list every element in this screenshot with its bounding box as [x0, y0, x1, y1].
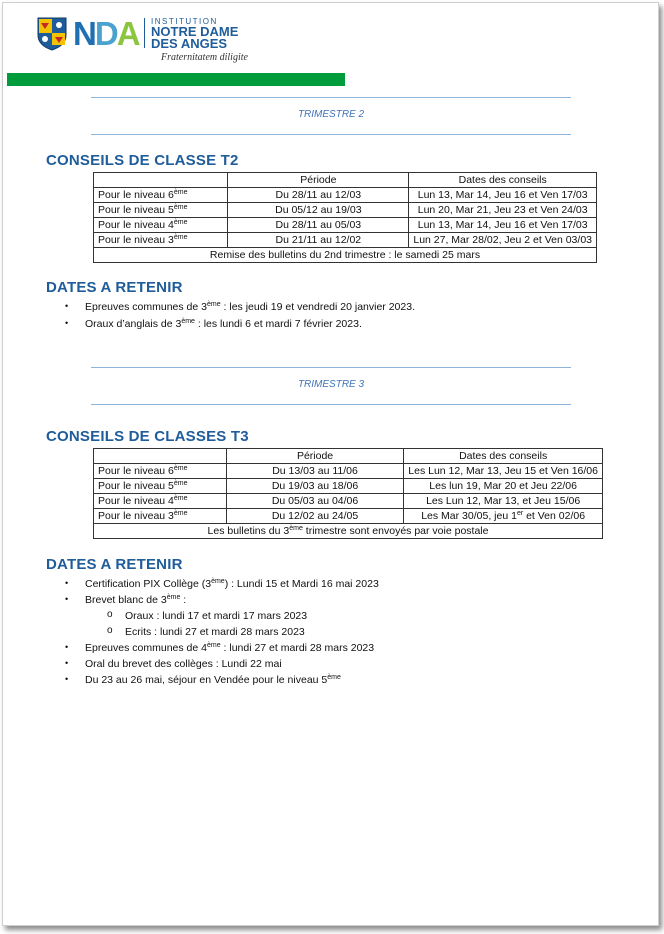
item-text: Oraux d’anglais de 3: [85, 318, 182, 330]
level-sup: ème: [173, 495, 188, 502]
level-sup: ème: [173, 480, 188, 487]
level-cell: [94, 218, 228, 233]
item-sup: ème: [327, 674, 341, 681]
trimester-2-label: TRIMESTRE 2: [297, 109, 365, 120]
bullet-icon: •: [65, 318, 69, 328]
table-header-cell: [94, 449, 227, 464]
period-cell: Du 28/11 au 12/03: [228, 188, 409, 203]
list-item: [65, 578, 379, 590]
period-cell: Du 21/11 au 12/02: [228, 233, 409, 248]
dates-cell: Lun 20, Mar 21, Jeu 23 et Ven 24/03: [409, 203, 597, 218]
level-text: Pour le niveau 6: [98, 189, 174, 201]
level-sup: ème: [173, 465, 188, 472]
footer-text: trimestre sont envoyés par voie postale: [302, 525, 489, 537]
level-text: Pour le niveau 5: [98, 204, 174, 216]
item-text: :: [180, 594, 187, 606]
list-item: [65, 674, 341, 686]
divider-line: [91, 97, 571, 98]
dates-cell: Lun 13, Mar 14, Jeu 16 et Ven 17/03: [409, 188, 597, 203]
item-text: Epreuves communes de 4: [85, 642, 207, 654]
divider-line: [91, 134, 571, 135]
level-cell: [94, 188, 228, 203]
institution-name-line1: NOTRE DAME: [151, 24, 239, 39]
dates-sup: er: [516, 510, 524, 517]
coat-of-arms-icon: [37, 17, 67, 51]
period-cell: Du 05/12 au 19/03: [228, 203, 409, 218]
level-cell: [94, 494, 227, 509]
table-header-row: [94, 173, 597, 188]
level-sup: ème: [173, 510, 188, 517]
institution-name: [151, 26, 238, 50]
table-footer-row: [94, 248, 597, 263]
level-cell: [94, 479, 227, 494]
bullet-icon: •: [65, 658, 69, 668]
table-footer-row: [94, 524, 603, 539]
sub-list-item: [107, 625, 305, 638]
table-header-cell: [94, 173, 228, 188]
dates-cell: [404, 509, 603, 524]
nda-logo-text: [73, 16, 139, 52]
period-cell: Du 05/03 au 04/06: [226, 494, 403, 509]
table-row: [94, 188, 597, 203]
table-row: [94, 479, 603, 494]
item-text: Oral du brevet des collèges : Lundi 22 mai: [85, 658, 282, 670]
circle-bullet-icon: o: [107, 609, 113, 620]
level-sup: ème: [173, 219, 188, 226]
divider-line: [91, 367, 571, 368]
item-text: Du 23 au 26 mai, séjour en Vendée pour le niveau 5: [85, 674, 328, 686]
document-page: [2, 2, 659, 926]
bullet-icon: •: [65, 674, 69, 684]
dates-cell: [404, 494, 603, 509]
level-sup: ème: [173, 189, 188, 196]
level-cell: [94, 203, 228, 218]
dates-cell: [404, 479, 603, 494]
trimester-3-label: TRIMESTRE 3: [297, 379, 365, 390]
table-row: [94, 494, 603, 509]
bullet-icon: •: [65, 594, 69, 604]
level-text: Pour le niveau 5: [98, 480, 174, 492]
bullet-icon: •: [65, 301, 69, 311]
period-cell: Du 13/03 au 11/06: [226, 464, 403, 479]
item-sup: ème: [181, 318, 195, 325]
level-text: Pour le niveau 4: [98, 495, 174, 507]
header-green-bar: [7, 73, 345, 86]
item-text: : lundi 27 et mardi 28 mars 2023: [220, 642, 375, 654]
period-cell: Du 19/03 au 18/06: [226, 479, 403, 494]
table-header-cell: Dates des conseils: [404, 449, 603, 464]
table-row: [94, 218, 597, 233]
dates-text: Les Mar 30/05, jeu 1: [421, 510, 517, 522]
logo-letter-a: A: [116, 15, 139, 52]
level-text: Pour le niveau 6: [98, 465, 174, 477]
level-cell: [94, 464, 227, 479]
list-item: [65, 642, 375, 654]
institution-label: INSTITUTION: [151, 17, 218, 26]
logo-divider: [144, 18, 145, 48]
table-header-cell: Période: [228, 173, 409, 188]
level-text: Pour le niveau 4: [98, 219, 174, 231]
level-text: Pour le niveau 3: [98, 510, 174, 522]
institution-name-line2: DES ANGES: [151, 36, 228, 51]
item-text: : les lundi 6 et mardi 7 février 2023.: [194, 318, 362, 330]
t2-dates-title: DATES A RETENIR: [46, 279, 183, 296]
dates-cell: Lun 27, Mar 28/02, Jeu 2 et Ven 03/03: [409, 233, 597, 248]
bullet-icon: •: [65, 642, 69, 652]
level-cell: [94, 233, 228, 248]
item-sup: ème: [206, 642, 221, 649]
logo-letter-n: N: [73, 15, 95, 52]
item-text: Ecrits : lundi 27 et mardi 28 mars 2023: [125, 626, 305, 638]
item-text: Certification PIX Collège (3: [85, 578, 212, 590]
list-item: [65, 658, 282, 670]
t3-councils-table: [93, 448, 603, 539]
level-cell: [94, 509, 227, 524]
item-sup: ème: [206, 301, 221, 308]
dates-cell: [404, 464, 603, 479]
dates-cell: Lun 13, Mar 14, Jeu 16 et Ven 17/03: [409, 218, 597, 233]
dates-text: Les Lun 12, Mar 13, et Jeu 15/06: [426, 495, 581, 507]
table-row: [94, 464, 603, 479]
level-sup: ème: [173, 204, 188, 211]
item-sup: ème: [211, 578, 225, 585]
item-sup: ème: [166, 594, 181, 601]
t2-councils-table: [93, 172, 597, 263]
table-header-cell: Période: [226, 449, 403, 464]
t3-councils-title: CONSEILS DE CLASSES T3: [46, 428, 249, 445]
level-text: Pour le niveau 3: [98, 234, 174, 246]
item-text: Oraux : lundi 17 et mardi 17 mars 2023: [125, 610, 308, 622]
item-text: ) : Lundi 15 et Mardi 16 mai 2023: [224, 578, 379, 590]
table-row: [94, 509, 603, 524]
level-sup: ème: [173, 234, 188, 241]
sub-list-item: [107, 609, 308, 622]
footer-sup: ème: [289, 525, 303, 532]
divider-line: [91, 404, 571, 405]
t3-dates-title: DATES A RETENIR: [46, 556, 183, 573]
dates-text: et Ven 02/06: [523, 510, 586, 522]
period-cell: Du 28/11 au 05/03: [228, 218, 409, 233]
table-row: [94, 203, 597, 218]
list-item: [65, 301, 415, 313]
motto: Fraternitatem diligite: [161, 52, 248, 63]
item-text: Epreuves communes de 3: [85, 301, 207, 313]
t2-councils-title: CONSEILS DE CLASSE T2: [46, 152, 239, 169]
list-item: [65, 318, 362, 330]
table-footer-cell: Remise des bulletins du 2nd trimestre : le samedi 25 mars: [94, 248, 597, 263]
table-footer-cell: [94, 524, 603, 539]
dates-text: Les Lun 12, Mar 13, Jeu 15 et Ven 16/06: [408, 465, 598, 477]
item-text: : les jeudi 19 et vendredi 20 janvier 2023.: [220, 301, 415, 313]
table-header-cell: Dates des conseils: [409, 173, 597, 188]
circle-bullet-icon: o: [107, 625, 113, 636]
dates-text: Les lun 19, Mar 20 et Jeu 22/06: [429, 480, 577, 492]
table-row: [94, 233, 597, 248]
table-header-row: [94, 449, 603, 464]
footer-text: Les bulletins du 3: [207, 525, 290, 537]
item-text: Brevet blanc de 3: [85, 594, 167, 606]
logo-letter-d: D: [94, 15, 117, 52]
list-item: [65, 594, 187, 606]
bullet-icon: •: [65, 578, 69, 588]
period-cell: Du 12/02 au 24/05: [226, 509, 403, 524]
